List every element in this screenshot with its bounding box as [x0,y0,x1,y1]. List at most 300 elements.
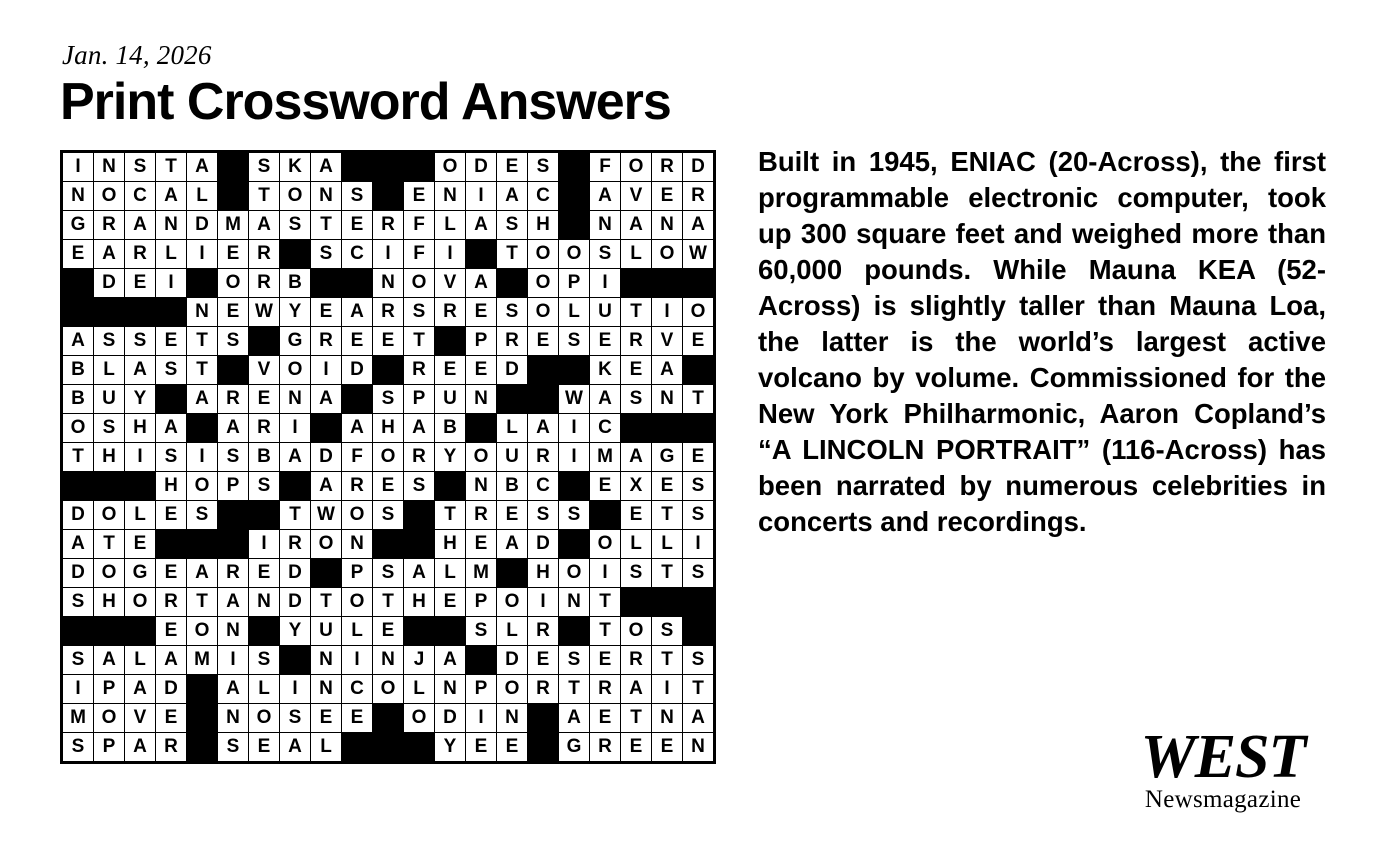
crossword-cell-letter: L [156,240,187,269]
article-text: Built in 1945, ENIAC (20-Across), the first programmable electronic computer, took up 300 square feet and weighed more than 60,000 pounds. While Mauna KEA (52-Across) is slightly taller than Mauna Loa, the latter is the world’s largest active volcano by volume. Commissioned for the New York Philharmonic, Aaron Copland’s “A LINCOLN PORTRAIT” (116-Across) has been narrated by numerous celebrities in concerts and recordings. [758,146,1326,537]
crossword-cell-letter: H [528,559,559,588]
crossword-cell-letter: W [249,298,280,327]
crossword-cell-letter: A [187,385,218,414]
crossword-cell-letter: R [342,472,373,501]
crossword-cell-letter: O [497,675,528,704]
crossword-cell-letter: A [621,675,652,704]
crossword-cell-letter: B [249,443,280,472]
crossword-cell-letter: J [404,646,435,675]
crossword-cell-block [404,501,435,530]
crossword-cell-letter: L [187,182,218,211]
crossword-cell-letter: A [125,675,156,704]
crossword-cell-letter: N [187,298,218,327]
crossword-cell-letter: A [404,559,435,588]
crossword-cell-letter: L [435,211,466,240]
crossword-cell-letter: R [435,298,466,327]
crossword-cell-letter: T [590,588,621,617]
crossword-cell-letter: A [249,211,280,240]
crossword-cell-letter: A [218,588,249,617]
crossword-cell-letter: A [683,211,714,240]
crossword-cell-letter: O [404,704,435,733]
crossword-cell-letter: N [559,588,590,617]
crossword-cell-letter: I [280,414,311,443]
crossword-cell-letter: S [218,327,249,356]
crossword-cell-letter: R [590,675,621,704]
crossword-cell-letter: L [125,501,156,530]
crossword-cell-block [373,704,404,733]
crossword-cell-letter: A [466,269,497,298]
crossword-cell-letter: O [652,240,683,269]
crossword-cell-letter: E [652,733,683,762]
crossword-cell-letter: S [404,472,435,501]
crossword-cell-letter: E [497,733,528,762]
crossword-cell-letter: Y [435,443,466,472]
crossword-cell-letter: T [311,211,342,240]
crossword-cell-letter: R [94,211,125,240]
crossword-cell-letter: R [280,530,311,559]
crossword-cell-block [435,327,466,356]
crossword-cell-letter: N [683,733,714,762]
crossword-cell-letter: E [683,443,714,472]
crossword-cell-block [559,211,590,240]
crossword-cell-block [342,153,373,182]
crossword-row [63,501,714,530]
crossword-cell-letter: V [125,704,156,733]
crossword-rows [63,153,714,762]
crossword-cell-letter: E [156,704,187,733]
crossword-cell-block [559,153,590,182]
crossword-cell-letter: E [156,559,187,588]
crossword-cell-letter: N [94,153,125,182]
crossword-cell-letter: O [94,704,125,733]
crossword-cell-letter: I [683,530,714,559]
crossword-cell-letter: A [63,530,94,559]
crossword-cell-letter: A [280,443,311,472]
crossword-cell-block [528,733,559,762]
crossword-cell-letter: I [652,298,683,327]
crossword-cell-block [404,733,435,762]
crossword-cell-letter: P [94,733,125,762]
crossword-cell-letter: P [94,675,125,704]
crossword-cell-letter: E [373,472,404,501]
crossword-cell-letter: N [373,269,404,298]
crossword-cell-block [404,153,435,182]
crossword-cell-letter: C [528,472,559,501]
crossword-cell-block [497,269,528,298]
crossword-cell-letter: R [404,356,435,385]
crossword-cell-block [652,414,683,443]
crossword-cell-letter: N [311,182,342,211]
crossword-cell-letter: T [404,327,435,356]
crossword-cell-letter: A [156,646,187,675]
crossword-cell-letter: F [590,153,621,182]
crossword-cell-letter: T [435,501,466,530]
crossword-cell-letter: I [590,269,621,298]
crossword-cell-letter: S [497,211,528,240]
crossword-cell-letter: N [466,385,497,414]
crossword-cell-letter: H [94,588,125,617]
crossword-cell-letter: T [311,588,342,617]
crossword-cell-block [528,385,559,414]
crossword-cell-block [466,414,497,443]
crossword-cell-letter: D [94,269,125,298]
crossword-cell-letter: C [528,182,559,211]
crossword-grid [60,150,716,764]
crossword-cell-letter: O [559,559,590,588]
crossword-cell-letter: I [311,356,342,385]
crossword-cell-block [94,298,125,327]
crossword-cell-letter: X [621,472,652,501]
crossword-cell-letter: T [652,559,683,588]
crossword-cell-block [559,617,590,646]
crossword-cell-letter: A [652,356,683,385]
crossword-cell-letter: I [63,675,94,704]
crossword-cell-letter: N [590,211,621,240]
crossword-cell-block [218,530,249,559]
crossword-cell-letter: I [156,269,187,298]
crossword-cell-letter: D [435,704,466,733]
crossword-cell-letter: O [373,675,404,704]
crossword-cell-letter: S [342,182,373,211]
crossword-cell-block [187,269,218,298]
crossword-cell-letter: N [342,530,373,559]
crossword-cell-letter: H [156,472,187,501]
crossword-cell-letter: A [621,443,652,472]
crossword-cell-letter: T [187,356,218,385]
crossword-cell-letter: H [435,530,466,559]
crossword-cell-letter: G [280,327,311,356]
crossword-cell-letter: O [528,269,559,298]
crossword-cell-letter: G [125,559,156,588]
crossword-cell-letter: E [528,327,559,356]
crossword-cell-letter: O [125,588,156,617]
crossword-cell-letter: S [528,501,559,530]
crossword-cell-letter: A [156,414,187,443]
crossword-cell-block [652,588,683,617]
crossword-cell-letter: S [187,501,218,530]
crossword-cell-block [125,298,156,327]
publication-date: Jan. 14, 2026 [62,40,212,70]
crossword-cell-block [63,472,94,501]
crossword-cell-letter: O [280,182,311,211]
crossword-cell-letter: A [311,153,342,182]
crossword-cell-letter: U [590,298,621,327]
crossword-cell-letter: D [497,646,528,675]
crossword-cell-letter: N [63,182,94,211]
crossword-cell-letter: O [559,240,590,269]
crossword-cell-letter: G [559,733,590,762]
crossword-cell-letter: S [683,501,714,530]
crossword-cell-letter: P [466,588,497,617]
crossword-cell-letter: E [373,617,404,646]
crossword-cell-letter: O [373,443,404,472]
crossword-cell-letter: B [63,385,94,414]
crossword-cell-block [590,501,621,530]
crossword-table [62,152,714,762]
crossword-cell-letter: R [590,733,621,762]
crossword-cell-block [373,733,404,762]
crossword-cell-letter: P [559,269,590,298]
crossword-cell-letter: N [652,704,683,733]
crossword-cell-letter: T [683,675,714,704]
crossword-cell-block [280,472,311,501]
publication-logo [1118,723,1328,814]
crossword-cell-letter: E [497,153,528,182]
crossword-cell-letter: T [156,153,187,182]
crossword-cell-block [311,559,342,588]
crossword-cell-letter: Y [125,385,156,414]
crossword-cell-letter: S [218,733,249,762]
crossword-cell-letter: A [156,182,187,211]
crossword-cell-letter: T [683,385,714,414]
crossword-row [63,646,714,675]
crossword-cell-letter: D [497,356,528,385]
crossword-cell-letter: N [156,211,187,240]
crossword-cell-letter: I [466,704,497,733]
crossword-cell-letter: E [466,530,497,559]
crossword-cell-letter: A [528,414,559,443]
crossword-cell-letter: S [404,298,435,327]
crossword-cell-letter: N [311,646,342,675]
crossword-cell-letter: A [311,472,342,501]
crossword-cell-letter: Y [280,298,311,327]
crossword-cell-block [63,298,94,327]
crossword-cell-letter: G [652,443,683,472]
crossword-cell-letter: R [621,646,652,675]
crossword-cell-letter: A [683,704,714,733]
crossword-cell-letter: E [125,269,156,298]
crossword-cell-letter: O [621,153,652,182]
crossword-cell-letter: R [156,733,187,762]
crossword-cell-letter: D [528,530,559,559]
crossword-row [63,675,714,704]
crossword-cell-letter: N [497,704,528,733]
crossword-cell-letter: I [559,414,590,443]
crossword-cell-letter: O [94,501,125,530]
crossword-cell-letter: S [218,443,249,472]
crossword-cell-letter: R [652,153,683,182]
page-title: Print Crossword Answers [60,73,671,131]
crossword-cell-block [621,269,652,298]
crossword-row [63,153,714,182]
crossword-cell-letter: D [187,211,218,240]
crossword-cell-letter: W [559,385,590,414]
crossword-cell-letter: A [94,240,125,269]
crossword-row [63,588,714,617]
crossword-cell-letter: E [590,472,621,501]
crossword-cell-block [187,414,218,443]
crossword-cell-letter: C [125,182,156,211]
crossword-cell-letter: H [528,211,559,240]
crossword-cell-letter: E [249,385,280,414]
crossword-cell-block [435,617,466,646]
crossword-cell-letter: O [94,559,125,588]
crossword-cell-block [683,588,714,617]
crossword-cell-letter: O [466,443,497,472]
crossword-cell-letter: R [528,617,559,646]
crossword-cell-block [373,153,404,182]
crossword-cell-letter: A [497,182,528,211]
crossword-cell-block [435,472,466,501]
crossword-cell-letter: B [280,269,311,298]
crossword-cell-letter: M [466,559,497,588]
crossword-cell-letter: T [63,443,94,472]
crossword-cell-block [683,269,714,298]
crossword-cell-letter: A [125,211,156,240]
crossword-cell-letter: F [404,211,435,240]
crossword-cell-letter: S [125,327,156,356]
crossword-cell-letter: S [249,646,280,675]
crossword-cell-letter: S [590,240,621,269]
crossword-cell-letter: L [125,646,156,675]
crossword-cell-letter: O [187,617,218,646]
crossword-cell-letter: D [156,675,187,704]
crossword-cell-letter: S [466,617,497,646]
logo-subtitle: Newsmagazine [1144,786,1302,813]
crossword-cell-letter: E [466,356,497,385]
crossword-cell-letter: A [435,646,466,675]
crossword-cell-letter: O [404,269,435,298]
crossword-cell-letter: W [683,240,714,269]
crossword-cell-letter: N [249,588,280,617]
crossword-cell-letter: T [249,182,280,211]
crossword-cell-letter: R [528,675,559,704]
crossword-cell-letter: E [342,704,373,733]
crossword-cell-block [528,704,559,733]
crossword-cell-letter: A [311,385,342,414]
crossword-cell-letter: T [559,675,590,704]
crossword-cell-letter: N [435,675,466,704]
crossword-cell-letter: O [528,240,559,269]
crossword-cell-letter: O [497,588,528,617]
crossword-cell-letter: A [187,153,218,182]
crossword-cell-letter: E [621,501,652,530]
crossword-cell-letter: E [435,588,466,617]
crossword-cell-letter: I [373,240,404,269]
crossword-cell-letter: F [404,240,435,269]
crossword-cell-block [683,414,714,443]
crossword-cell-letter: O [94,182,125,211]
crossword-cell-letter: R [249,240,280,269]
crossword-cell-letter: D [63,501,94,530]
crossword-cell-letter: I [125,443,156,472]
crossword-cell-letter: U [311,617,342,646]
crossword-cell-letter: I [559,443,590,472]
crossword-cell-letter: E [218,298,249,327]
crossword-cell-letter: O [435,153,466,182]
crossword-cell-letter: L [621,530,652,559]
crossword-cell-block [94,617,125,646]
crossword-row [63,617,714,646]
crossword-cell-letter: E [528,646,559,675]
crossword-cell-letter: S [94,327,125,356]
crossword-cell-block [249,327,280,356]
crossword-cell-letter: T [497,240,528,269]
crossword-cell-letter: R [249,269,280,298]
crossword-cell-block [404,617,435,646]
crossword-cell-block [125,472,156,501]
crossword-cell-letter: E [652,472,683,501]
crossword-cell-block [218,153,249,182]
crossword-cell-letter: T [652,646,683,675]
crossword-cell-block [249,617,280,646]
crossword-cell-block [683,617,714,646]
crossword-row [63,182,714,211]
crossword-cell-letter: L [497,617,528,646]
crossword-cell-letter: A [590,182,621,211]
crossword-cell-letter: V [435,269,466,298]
crossword-cell-letter: H [94,443,125,472]
crossword-cell-letter: A [590,385,621,414]
crossword-cell-letter: S [683,646,714,675]
crossword-cell-letter: S [249,472,280,501]
crossword-cell-letter: A [125,733,156,762]
crossword-cell-letter: L [404,675,435,704]
crossword-cell-block [156,298,187,327]
crossword-cell-letter: E [590,646,621,675]
crossword-cell-letter: D [280,559,311,588]
crossword-cell-letter: S [683,472,714,501]
crossword-cell-letter: O [311,530,342,559]
crossword-cell-letter: E [156,501,187,530]
crossword-cell-letter: R [311,327,342,356]
crossword-cell-block [404,530,435,559]
crossword-row [63,327,714,356]
crossword-cell-letter: E [435,356,466,385]
crossword-cell-letter: S [63,646,94,675]
crossword-cell-letter: R [621,327,652,356]
crossword-cell-letter: S [125,153,156,182]
crossword-cell-letter: D [280,588,311,617]
crossword-cell-letter: R [466,501,497,530]
crossword-cell-letter: R [156,588,187,617]
crossword-cell-letter: T [373,588,404,617]
crossword-cell-letter: R [528,443,559,472]
crossword-cell-block [218,182,249,211]
crossword-cell-letter: T [621,704,652,733]
crossword-cell-letter: A [559,704,590,733]
crossword-cell-letter: I [435,240,466,269]
crossword-cell-block [621,414,652,443]
crossword-cell-letter: O [590,530,621,559]
crossword-cell-letter: D [683,153,714,182]
crossword-cell-letter: S [683,559,714,588]
crossword-cell-letter: D [63,559,94,588]
crossword-cell-letter: O [683,298,714,327]
crossword-cell-letter: C [342,240,373,269]
crossword-row [63,269,714,298]
crossword-cell-letter: I [466,182,497,211]
crossword-cell-letter: M [63,704,94,733]
crossword-cell-letter: A [621,211,652,240]
crossword-cell-block [187,530,218,559]
crossword-row [63,472,714,501]
crossword-cell-block [497,559,528,588]
crossword-cell-letter: P [218,472,249,501]
crossword-cell-letter: A [342,414,373,443]
crossword-cell-letter: V [249,356,280,385]
crossword-cell-letter: V [652,327,683,356]
crossword-cell-letter: E [249,733,280,762]
crossword-cell-letter: S [559,327,590,356]
crossword-cell-block [342,269,373,298]
crossword-cell-letter: E [342,211,373,240]
crossword-cell-block [280,646,311,675]
crossword-cell-letter: G [63,211,94,240]
crossword-cell-block [528,356,559,385]
crossword-row [63,559,714,588]
crossword-cell-letter: R [249,414,280,443]
